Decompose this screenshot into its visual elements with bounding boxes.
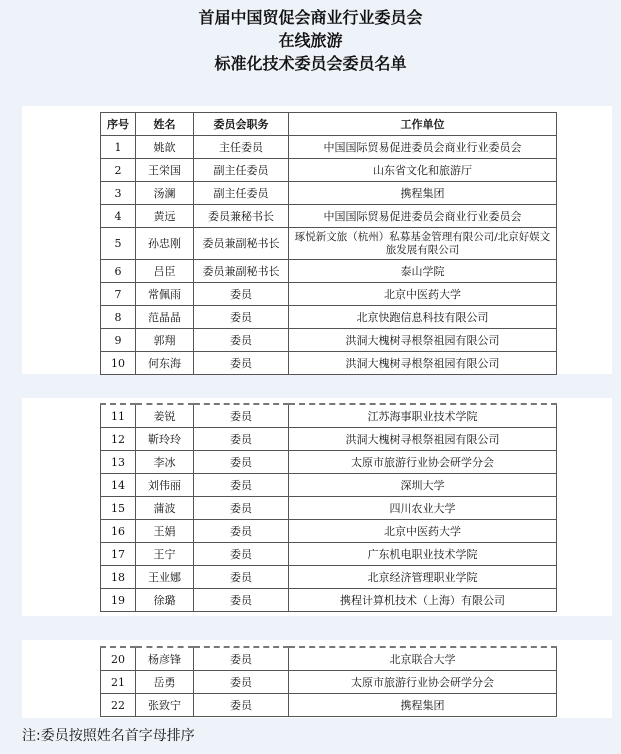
cell-position: 委员 <box>194 352 289 375</box>
cell-org: 江苏海事职业技术学院 <box>289 404 557 428</box>
cell-org: 北京联合大学 <box>289 647 557 671</box>
cell-name: 黄远 <box>136 205 194 228</box>
cell-position: 委员 <box>194 520 289 543</box>
table-row <box>101 228 557 260</box>
table-row <box>101 520 557 543</box>
cell-name: 常佩雨 <box>136 283 194 306</box>
table-row <box>101 428 557 451</box>
table-row <box>101 159 557 182</box>
cell-name: 王宁 <box>136 543 194 566</box>
cell-position: 委员兼秘书长 <box>194 205 289 228</box>
cell-name: 徐璐 <box>136 589 194 612</box>
cell-org: 中国国际贸易促进委员会商业行业委员会 <box>289 136 557 159</box>
cell-org: 中国国际贸易促进委员会商业行业委员会 <box>289 205 557 228</box>
cell-no: 18 <box>101 566 136 589</box>
cell-org: 携程集团 <box>289 694 557 717</box>
cell-org: 琢悦新文旅（杭州）私募基金管理有限公司/北京好娱文旅发展有限公司 <box>289 228 557 260</box>
cell-no: 3 <box>101 182 136 205</box>
cell-no: 20 <box>101 647 136 671</box>
table-row <box>101 589 557 612</box>
cell-no: 9 <box>101 329 136 352</box>
table-row <box>101 451 557 474</box>
cell-no: 12 <box>101 428 136 451</box>
cell-org: 携程计算机技术（上海）有限公司 <box>289 589 557 612</box>
roster-panel-1 <box>22 106 612 374</box>
cell-name: 王娟 <box>136 520 194 543</box>
roster-table-3 <box>100 646 557 717</box>
cell-position: 委员 <box>194 329 289 352</box>
cell-name: 刘伟丽 <box>136 474 194 497</box>
cell-no: 1 <box>101 136 136 159</box>
cell-org: 山东省文化和旅游厅 <box>289 159 557 182</box>
cell-position: 委员 <box>194 671 289 694</box>
cell-org: 北京中医药大学 <box>289 520 557 543</box>
cell-name: 李冰 <box>136 451 194 474</box>
header-position: 委员会职务 <box>194 113 289 136</box>
header-name: 姓名 <box>136 113 194 136</box>
cell-position: 委员 <box>194 404 289 428</box>
table-row <box>101 182 557 205</box>
cell-position: 委员 <box>194 497 289 520</box>
table-row <box>101 543 557 566</box>
header-no: 序号 <box>101 113 136 136</box>
cell-name: 何东海 <box>136 352 194 375</box>
cell-name: 蒲波 <box>136 497 194 520</box>
footnote: 注:委员按照姓名首字母排序 <box>22 728 195 744</box>
cell-org: 深圳大学 <box>289 474 557 497</box>
cell-position: 委员 <box>194 543 289 566</box>
cell-name: 吕臣 <box>136 260 194 283</box>
cell-no: 15 <box>101 497 136 520</box>
cell-name: 杨彦锋 <box>136 647 194 671</box>
table-row <box>101 694 557 717</box>
cell-position: 委员 <box>194 566 289 589</box>
cell-position: 委员 <box>194 589 289 612</box>
table-row <box>101 404 557 428</box>
cell-name: 姚歆 <box>136 136 194 159</box>
title-line-3: 标准化技术委员会委员名单 <box>214 54 407 73</box>
cell-no: 10 <box>101 352 136 375</box>
cell-name: 岳勇 <box>136 671 194 694</box>
cell-no: 5 <box>101 228 136 260</box>
cell-no: 2 <box>101 159 136 182</box>
cell-no: 22 <box>101 694 136 717</box>
table-row <box>101 497 557 520</box>
table-row <box>101 671 557 694</box>
title-line-1: 首届中国贸促会商业行业委员会 <box>198 8 423 27</box>
cell-org: 洪洞大槐树寻根祭祖园有限公司 <box>289 329 557 352</box>
cell-position: 副主任委员 <box>194 159 289 182</box>
cell-name: 靳玲玲 <box>136 428 194 451</box>
cell-no: 4 <box>101 205 136 228</box>
table-row <box>101 306 557 329</box>
cell-org: 广东机电职业技术学院 <box>289 543 557 566</box>
cell-org: 洪洞大槐树寻根祭祖园有限公司 <box>289 428 557 451</box>
cell-position: 委员兼副秘书长 <box>194 260 289 283</box>
cell-no: 19 <box>101 589 136 612</box>
table-row <box>101 647 557 671</box>
cell-position: 委员 <box>194 474 289 497</box>
cell-org: 北京中医药大学 <box>289 283 557 306</box>
cell-name: 汤澜 <box>136 182 194 205</box>
cell-name: 王业娜 <box>136 566 194 589</box>
roster-table-2 <box>100 403 557 612</box>
cell-no: 6 <box>101 260 136 283</box>
cell-position: 委员兼副秘书长 <box>194 228 289 260</box>
cell-position: 委员 <box>194 428 289 451</box>
cell-name: 范晶晶 <box>136 306 194 329</box>
table-row <box>101 136 557 159</box>
cell-position: 副主任委员 <box>194 182 289 205</box>
cell-org: 泰山学院 <box>289 260 557 283</box>
header-org: 工作单位 <box>289 113 557 136</box>
cell-org: 北京快跑信息科技有限公司 <box>289 306 557 329</box>
cell-org: 携程集团 <box>289 182 557 205</box>
cell-name: 孙忠刚 <box>136 228 194 260</box>
cell-name: 姜锐 <box>136 404 194 428</box>
cell-org: 北京经济管理职业学院 <box>289 566 557 589</box>
cell-name: 王栄国 <box>136 159 194 182</box>
header-row <box>101 113 557 136</box>
title-area <box>0 0 621 103</box>
cell-org: 洪洞大槐树寻根祭祖园有限公司 <box>289 352 557 375</box>
cell-no: 7 <box>101 283 136 306</box>
roster-table-1 <box>100 112 557 375</box>
cell-position: 委员 <box>194 306 289 329</box>
cell-org: 太原市旅游行业协会研学分会 <box>289 671 557 694</box>
roster-panel-2 <box>22 398 612 616</box>
roster-panel-3 <box>22 640 612 718</box>
table-row <box>101 352 557 375</box>
table-row <box>101 260 557 283</box>
table-row <box>101 566 557 589</box>
cell-no: 17 <box>101 543 136 566</box>
cell-no: 13 <box>101 451 136 474</box>
cell-position: 主任委员 <box>194 136 289 159</box>
cell-no: 16 <box>101 520 136 543</box>
cell-name: 郭翔 <box>136 329 194 352</box>
table-row <box>101 205 557 228</box>
cell-no: 8 <box>101 306 136 329</box>
title-line-2: 在线旅游 <box>278 31 343 50</box>
cell-no: 14 <box>101 474 136 497</box>
cell-org: 四川农业大学 <box>289 497 557 520</box>
cell-position: 委员 <box>194 451 289 474</box>
cell-position: 委员 <box>194 283 289 306</box>
table-row <box>101 474 557 497</box>
table-row <box>101 283 557 306</box>
cell-position: 委员 <box>194 694 289 717</box>
cell-name: 张致宁 <box>136 694 194 717</box>
cell-org: 太原市旅游行业协会研学分会 <box>289 451 557 474</box>
cell-no: 11 <box>101 404 136 428</box>
table-row <box>101 329 557 352</box>
cell-position: 委员 <box>194 647 289 671</box>
cell-no: 21 <box>101 671 136 694</box>
